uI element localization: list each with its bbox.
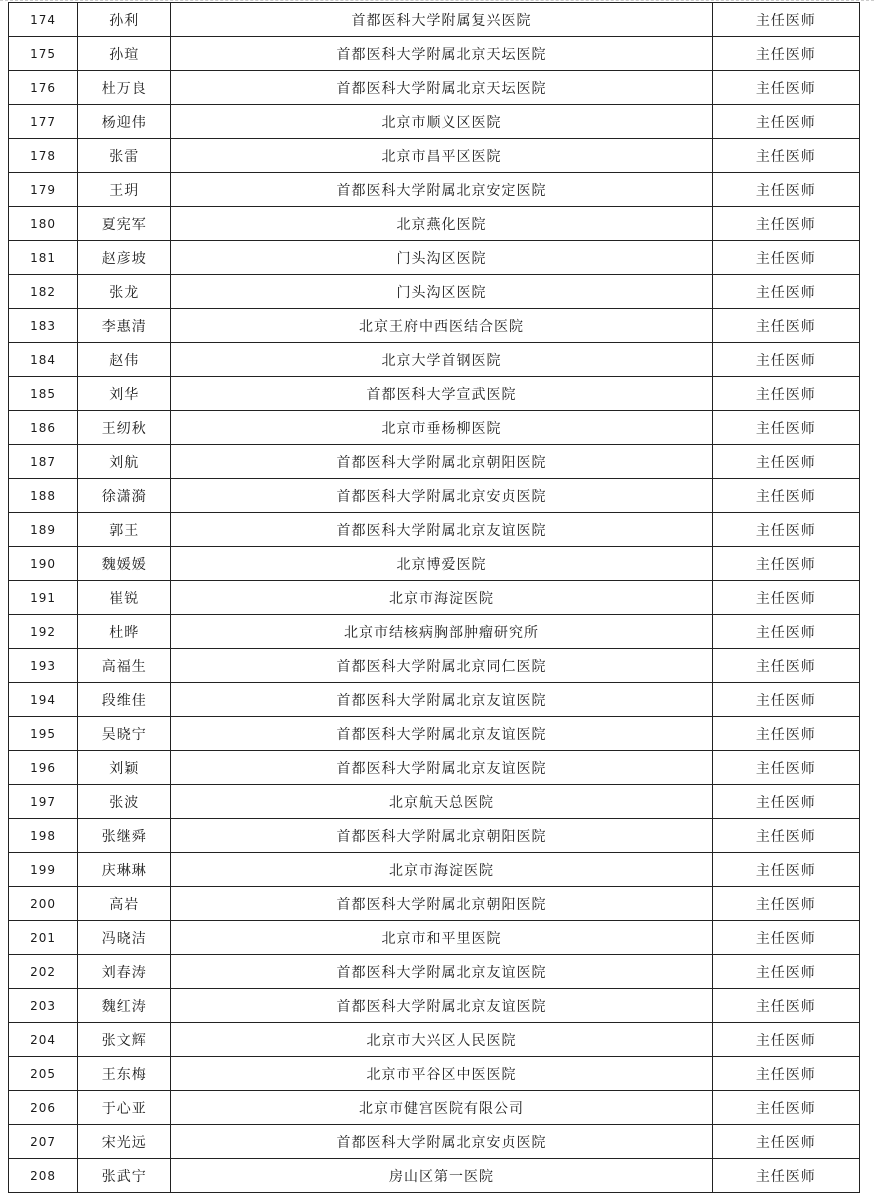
title-cell: 主任医师	[712, 717, 859, 751]
hospital-cell: 北京市顺义区医院	[171, 105, 712, 139]
hospital-cell: 首都医科大学附属北京安贞医院	[171, 479, 712, 513]
table-row	[9, 3, 860, 37]
title-cell: 主任医师	[712, 887, 859, 921]
table-row	[9, 479, 860, 513]
hospital-cell: 北京王府中西医结合医院	[171, 309, 712, 343]
table-row	[9, 139, 860, 173]
name-cell: 冯晓洁	[78, 921, 171, 955]
title-cell: 主任医师	[712, 751, 859, 785]
hospital-cell: 门头沟区医院	[171, 275, 712, 309]
hospital-cell: 北京燕化医院	[171, 207, 712, 241]
name-cell: 张文辉	[78, 1023, 171, 1057]
serial-number-cell: 197	[9, 785, 78, 819]
title-cell: 主任医师	[712, 3, 859, 37]
title-cell: 主任医师	[712, 683, 859, 717]
name-cell: 张继舜	[78, 819, 171, 853]
table-row	[9, 1125, 860, 1159]
name-cell: 高福生	[78, 649, 171, 683]
serial-number-cell: 178	[9, 139, 78, 173]
table-row	[9, 513, 860, 547]
serial-number-cell: 194	[9, 683, 78, 717]
table-row	[9, 649, 860, 683]
hospital-cell: 首都医科大学附属北京友谊医院	[171, 717, 712, 751]
serial-number-cell: 174	[9, 3, 78, 37]
table-row	[9, 411, 860, 445]
serial-number-cell: 175	[9, 37, 78, 71]
table-row	[9, 275, 860, 309]
serial-number-cell: 198	[9, 819, 78, 853]
title-cell: 主任医师	[712, 989, 859, 1023]
title-cell: 主任医师	[712, 547, 859, 581]
serial-number-cell: 193	[9, 649, 78, 683]
serial-number-cell: 181	[9, 241, 78, 275]
serial-number-cell: 182	[9, 275, 78, 309]
name-cell: 庆琳琳	[78, 853, 171, 887]
serial-number-cell: 185	[9, 377, 78, 411]
table-row	[9, 105, 860, 139]
hospital-cell: 北京航天总医院	[171, 785, 712, 819]
serial-number-cell: 190	[9, 547, 78, 581]
title-cell: 主任医师	[712, 207, 859, 241]
hospital-cell: 首都医科大学附属北京友谊医院	[171, 955, 712, 989]
table-row	[9, 1057, 860, 1091]
title-cell: 主任医师	[712, 139, 859, 173]
table-row	[9, 1023, 860, 1057]
hospital-cell: 首都医科大学附属复兴医院	[171, 3, 712, 37]
title-cell: 主任医师	[712, 1125, 859, 1159]
title-cell: 主任医师	[712, 37, 859, 71]
name-cell: 杨迎伟	[78, 105, 171, 139]
table-row	[9, 989, 860, 1023]
table-row	[9, 785, 860, 819]
serial-number-cell: 202	[9, 955, 78, 989]
name-cell: 张波	[78, 785, 171, 819]
name-cell: 宋光远	[78, 1125, 171, 1159]
name-cell: 张龙	[78, 275, 171, 309]
name-cell: 杜晔	[78, 615, 171, 649]
table-row	[9, 173, 860, 207]
name-cell: 李惠清	[78, 309, 171, 343]
title-cell: 主任医师	[712, 173, 859, 207]
hospital-cell: 北京市垂杨柳医院	[171, 411, 712, 445]
name-cell: 魏红涛	[78, 989, 171, 1023]
name-cell: 赵彦坡	[78, 241, 171, 275]
serial-number-cell: 196	[9, 751, 78, 785]
title-cell: 主任医师	[712, 1091, 859, 1125]
table-row	[9, 717, 860, 751]
name-cell: 郭王	[78, 513, 171, 547]
name-cell: 王东梅	[78, 1057, 171, 1091]
name-cell: 魏媛媛	[78, 547, 171, 581]
title-cell: 主任医师	[712, 479, 859, 513]
hospital-cell: 北京市海淀医院	[171, 853, 712, 887]
title-cell: 主任医师	[712, 241, 859, 275]
title-cell: 主任医师	[712, 275, 859, 309]
name-cell: 于心亚	[78, 1091, 171, 1125]
name-cell: 崔锐	[78, 581, 171, 615]
name-cell: 张雷	[78, 139, 171, 173]
name-cell: 王纫秋	[78, 411, 171, 445]
table-row	[9, 71, 860, 105]
serial-number-cell: 187	[9, 445, 78, 479]
serial-number-cell: 205	[9, 1057, 78, 1091]
name-cell: 刘颖	[78, 751, 171, 785]
table-row	[9, 887, 860, 921]
title-cell: 主任医师	[712, 445, 859, 479]
name-cell: 刘华	[78, 377, 171, 411]
hospital-cell: 房山区第一医院	[171, 1159, 712, 1193]
table-row	[9, 37, 860, 71]
table-row	[9, 581, 860, 615]
hospital-cell: 首都医科大学附属北京友谊医院	[171, 683, 712, 717]
table-row	[9, 955, 860, 989]
name-cell: 高岩	[78, 887, 171, 921]
hospital-cell: 首都医科大学附属北京友谊医院	[171, 751, 712, 785]
table-row	[9, 445, 860, 479]
hospital-cell: 北京市大兴区人民医院	[171, 1023, 712, 1057]
name-cell: 徐潇漪	[78, 479, 171, 513]
hospital-cell: 首都医科大学附属北京朝阳医院	[171, 445, 712, 479]
table-row	[9, 343, 860, 377]
serial-number-cell: 200	[9, 887, 78, 921]
hospital-cell: 首都医科大学附属北京友谊医院	[171, 513, 712, 547]
name-cell: 夏宪军	[78, 207, 171, 241]
table-row	[9, 819, 860, 853]
serial-number-cell: 203	[9, 989, 78, 1023]
hospital-cell: 北京市昌平区医院	[171, 139, 712, 173]
hospital-cell: 首都医科大学附属北京天坛医院	[171, 71, 712, 105]
table-row	[9, 241, 860, 275]
title-cell: 主任医师	[712, 581, 859, 615]
serial-number-cell: 207	[9, 1125, 78, 1159]
hospital-cell: 首都医科大学宣武医院	[171, 377, 712, 411]
hospital-cell: 首都医科大学附属北京朝阳医院	[171, 819, 712, 853]
roster-table-body	[9, 3, 860, 1193]
name-cell: 刘春涛	[78, 955, 171, 989]
name-cell: 赵伟	[78, 343, 171, 377]
serial-number-cell: 199	[9, 853, 78, 887]
physician-roster-table	[8, 2, 860, 1193]
hospital-cell: 首都医科大学附属北京友谊医院	[171, 989, 712, 1023]
serial-number-cell: 176	[9, 71, 78, 105]
hospital-cell: 门头沟区医院	[171, 241, 712, 275]
name-cell: 段维佳	[78, 683, 171, 717]
title-cell: 主任医师	[712, 819, 859, 853]
hospital-cell: 北京市健宫医院有限公司	[171, 1091, 712, 1125]
title-cell: 主任医师	[712, 513, 859, 547]
name-cell: 孙瑄	[78, 37, 171, 71]
hospital-cell: 北京市平谷区中医医院	[171, 1057, 712, 1091]
table-row	[9, 751, 860, 785]
table-row	[9, 377, 860, 411]
name-cell: 刘航	[78, 445, 171, 479]
name-cell: 杜万良	[78, 71, 171, 105]
serial-number-cell: 186	[9, 411, 78, 445]
serial-number-cell: 191	[9, 581, 78, 615]
serial-number-cell: 208	[9, 1159, 78, 1193]
hospital-cell: 北京市海淀医院	[171, 581, 712, 615]
name-cell: 张武宁	[78, 1159, 171, 1193]
name-cell: 王玥	[78, 173, 171, 207]
hospital-cell: 首都医科大学附属北京安贞医院	[171, 1125, 712, 1159]
hospital-cell: 首都医科大学附属北京同仁医院	[171, 649, 712, 683]
table-row	[9, 683, 860, 717]
hospital-cell: 首都医科大学附属北京朝阳医院	[171, 887, 712, 921]
title-cell: 主任医师	[712, 411, 859, 445]
title-cell: 主任医师	[712, 105, 859, 139]
serial-number-cell: 206	[9, 1091, 78, 1125]
table-row	[9, 1091, 860, 1125]
serial-number-cell: 177	[9, 105, 78, 139]
title-cell: 主任医师	[712, 785, 859, 819]
name-cell: 吴晓宁	[78, 717, 171, 751]
serial-number-cell: 180	[9, 207, 78, 241]
title-cell: 主任医师	[712, 1023, 859, 1057]
serial-number-cell: 179	[9, 173, 78, 207]
table-row	[9, 1159, 860, 1193]
title-cell: 主任医师	[712, 1057, 859, 1091]
hospital-cell: 北京市结核病胸部肿瘤研究所	[171, 615, 712, 649]
title-cell: 主任医师	[712, 649, 859, 683]
serial-number-cell: 188	[9, 479, 78, 513]
table-row	[9, 615, 860, 649]
serial-number-cell: 192	[9, 615, 78, 649]
hospital-cell: 北京市和平里医院	[171, 921, 712, 955]
table-row	[9, 853, 860, 887]
hospital-cell: 北京博爱医院	[171, 547, 712, 581]
table-row	[9, 921, 860, 955]
title-cell: 主任医师	[712, 853, 859, 887]
title-cell: 主任医师	[712, 921, 859, 955]
table-row	[9, 309, 860, 343]
title-cell: 主任医师	[712, 71, 859, 105]
title-cell: 主任医师	[712, 343, 859, 377]
serial-number-cell: 183	[9, 309, 78, 343]
serial-number-cell: 201	[9, 921, 78, 955]
table-row	[9, 547, 860, 581]
title-cell: 主任医师	[712, 955, 859, 989]
table-row	[9, 207, 860, 241]
title-cell: 主任医师	[712, 309, 859, 343]
hospital-cell: 北京大学首钢医院	[171, 343, 712, 377]
serial-number-cell: 195	[9, 717, 78, 751]
serial-number-cell: 204	[9, 1023, 78, 1057]
serial-number-cell: 184	[9, 343, 78, 377]
serial-number-cell: 189	[9, 513, 78, 547]
hospital-cell: 首都医科大学附属北京安定医院	[171, 173, 712, 207]
title-cell: 主任医师	[712, 1159, 859, 1193]
hospital-cell: 首都医科大学附属北京天坛医院	[171, 37, 712, 71]
title-cell: 主任医师	[712, 615, 859, 649]
title-cell: 主任医师	[712, 377, 859, 411]
name-cell: 孙利	[78, 3, 171, 37]
